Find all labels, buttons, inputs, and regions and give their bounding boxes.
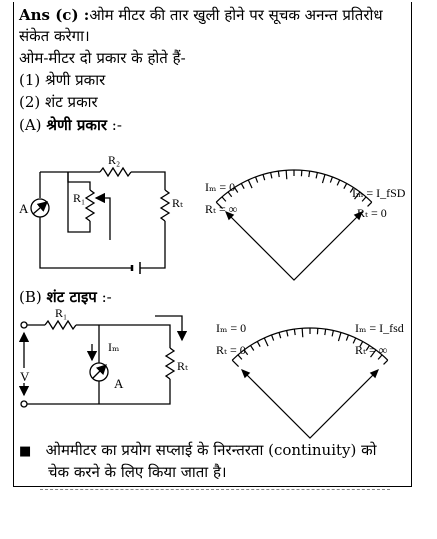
intro-text: ओम-मीटर दो प्रकार के होते हैं-: [19, 49, 186, 67]
scale-tick: [271, 173, 272, 179]
scale-tick: [325, 329, 326, 335]
scale-tick: [286, 170, 287, 179]
scale-tick: [316, 173, 317, 179]
scale-pointer-lines: [226, 212, 362, 280]
rt-label: Rₜ: [172, 196, 183, 210]
scale-tick: [257, 341, 260, 346]
scale-tick: [384, 360, 388, 364]
shunt-rt-resistor: [166, 348, 174, 379]
shunt-r1-label: R₁: [55, 306, 68, 320]
scale-tick: [232, 360, 238, 366]
series-scale-right-im: Iₘ = I_fSD: [352, 186, 406, 200]
section-b-heading: [19, 288, 112, 306]
answer-continuation: संकेत करेगा।: [19, 27, 90, 45]
type-number: (2): [19, 93, 41, 111]
scale-tick: [263, 174, 265, 180]
answer-prefix: Ans (c) :: [19, 6, 90, 24]
shunt-meter-label: A: [114, 376, 124, 391]
r2-label: R₂: [108, 153, 121, 167]
series-circuit-diagram: [31, 168, 169, 274]
scale-tick: [272, 335, 274, 341]
series-scale-left-rt: Rₜ = ∞: [205, 202, 238, 216]
bullet-icon: ■: [19, 444, 32, 459]
scale-tick: [256, 177, 258, 183]
scale-tick: [287, 331, 288, 337]
section-suffix: :-: [111, 116, 122, 134]
scale-tick: [344, 183, 347, 188]
shunt-rt-label: Rₜ: [177, 359, 188, 373]
r1-label: R₁: [73, 191, 86, 205]
note-line-1: [19, 441, 377, 461]
scale-tick: [302, 328, 303, 337]
type-label: श्रेणी प्रकार: [45, 71, 106, 89]
r1-resistor: [86, 190, 94, 221]
scale-tick: [279, 332, 281, 338]
series-meter-label: A: [19, 201, 29, 216]
section-suffix: :-: [101, 288, 112, 306]
series-scale-right-rt: Rₜ = 0: [357, 206, 387, 220]
series-meter-scale: [216, 170, 372, 280]
scale-tick: [338, 332, 341, 341]
type-number: (1): [19, 71, 41, 89]
shunt-scale-left-im: Iₘ = 0: [216, 321, 247, 335]
scale-tick: [222, 197, 226, 202]
scale-tick: [337, 180, 339, 185]
shunt-scale-right-rt: Rₜ = ∞: [355, 343, 388, 357]
shunt-r1-resistor: [45, 321, 76, 329]
scale-tick: [346, 335, 348, 341]
scale-tick: [330, 177, 332, 183]
section-title: शंट टाइप: [46, 288, 97, 306]
scale-tick: [264, 338, 268, 346]
scale-pointer-lines: [242, 370, 378, 438]
scale-tick: [241, 183, 244, 188]
scale-tick: [251, 345, 254, 350]
cut-off-text-line: [40, 489, 390, 496]
rt-resistor: [161, 190, 169, 221]
scale-tick: [332, 331, 333, 337]
r2-resistor: [100, 168, 131, 176]
shunt-scale-right-im: Iₘ = I_fsd: [355, 321, 404, 335]
shunt-circuit-diagram: [21, 316, 182, 407]
note-line-2: चेक करने के लिए किया जाता है।: [48, 463, 227, 481]
scale-tick: [294, 329, 295, 335]
answer-text: ओम मीटर की तार खुली होने पर सूचक अनन्त प्रतिरोध: [89, 6, 383, 24]
scale-tick: [309, 171, 310, 177]
type-label: शंट प्रकार: [45, 93, 98, 111]
shunt-scale-left-rt: Rₜ = 0: [216, 343, 246, 357]
shunt-v-label: V: [20, 369, 30, 384]
series-scale-left-im: Iₘ = 0: [205, 180, 236, 194]
note-text-1: ओममीटर का प्रयोग सप्लाई के निरन्तरता (continuity) को: [45, 441, 377, 459]
section-prefix: (B): [19, 288, 42, 306]
scale-tick: [248, 180, 252, 188]
scale-tick: [278, 171, 279, 177]
section-prefix: (A): [19, 116, 42, 134]
section-title: श्रेणी प्रकार: [46, 116, 107, 134]
scale-tick: [322, 174, 325, 183]
shunt-im-label: Iₘ: [108, 340, 120, 354]
